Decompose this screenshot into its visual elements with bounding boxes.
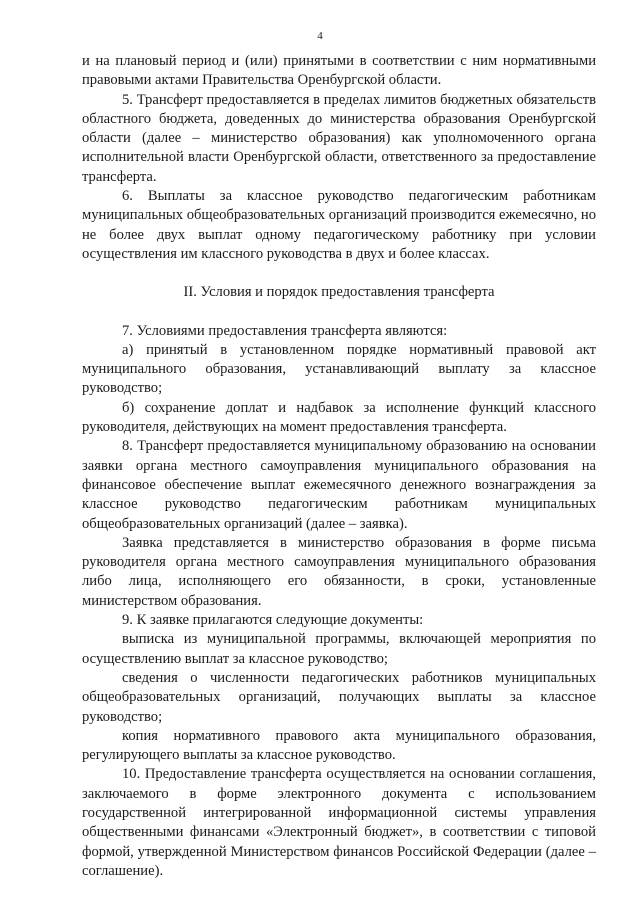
- paragraph-5: 5. Трансферт предоставляется в пределах лимитов бюджетных обязательств областного бюджета, доведенных до министерства образования Оренбургской области (далее – министерство образования) как уполномоченного органа исполнительной власти Оренбургской области, ответственного за предоставление трансферта.: [82, 91, 596, 185]
- page-number: 4: [317, 30, 323, 42]
- paragraph-8: 8. Трансферт предоставляется муниципальному образованию на основании заявки органа местного самоуправления муниципального образования на финансовое обеспечение выплат ежемесячного денежного вознаграждения за классное руководство педагогическим работникам муниципальных общеобразовательных организаций (далее – заявка).: [82, 438, 596, 532]
- paragraph-continuation: и на плановый период и (или) принятыми в соответствии с ним нормативными правовыми актами Правительства Оренбургской области.: [82, 53, 596, 89]
- paragraph-7b: б) сохранение доплат и надбавок за исполнение функций классного руководителя, действующих на момент предоставления трансферта.: [82, 399, 596, 436]
- paragraph-6: 6. Выплаты за классное руководство педагогическим работникам муниципальных общеобразовательных организаций производится ежемесячно, но не более двух выплат одному педагогическому работнику при условии осуществления им классного руководства в двух и более классах.: [82, 188, 596, 262]
- paragraph-7: 7. Условиями предоставления трансферта являются:: [122, 322, 448, 339]
- paragraph-9: 9. К заявке прилагаются следующие документы:: [122, 612, 424, 629]
- paragraph-application: Заявка представляется в министерство образования в форме письма руководителя органа местного самоуправления муниципального образования либо лица, исполняющего его обязанности, в сроки, установленные министерством образования.: [82, 534, 596, 609]
- paragraph-9-item-3: копия нормативного правового акта муниципального образования, регулирующего выплаты за классное руководство.: [82, 727, 596, 764]
- paragraph-7a: а) принятый в установленном порядке нормативный правовой акт муниципального образования, устанавливающий выплату за классное руководство;: [82, 341, 596, 397]
- document-body: [82, 52, 596, 881]
- paragraph-10: 10. Предоставление трансферта осуществляется на основании соглашения, заключаемого в форме электронного документа с использованием государственной интегрированной информационной системы управления общественными финансами «Электронный бюджет», в соответствии с типовой формой, утвержденной Министерством финансов Российской Федерации (далее – соглашение).: [82, 766, 596, 879]
- spacer: [82, 303, 596, 322]
- paragraph-9-item-2: сведения о численности педагогических работников муниципальных общеобразовательных организаций, получающих выплаты за классное руководство;: [82, 669, 596, 725]
- section-heading: II. Условия и порядок предоставления трансферта: [183, 284, 495, 301]
- paragraph-9-item-1: выписка из муниципальной программы, включающей мероприятия по осуществлению выплат за классное руководство;: [82, 631, 596, 667]
- spacer: [82, 264, 596, 283]
